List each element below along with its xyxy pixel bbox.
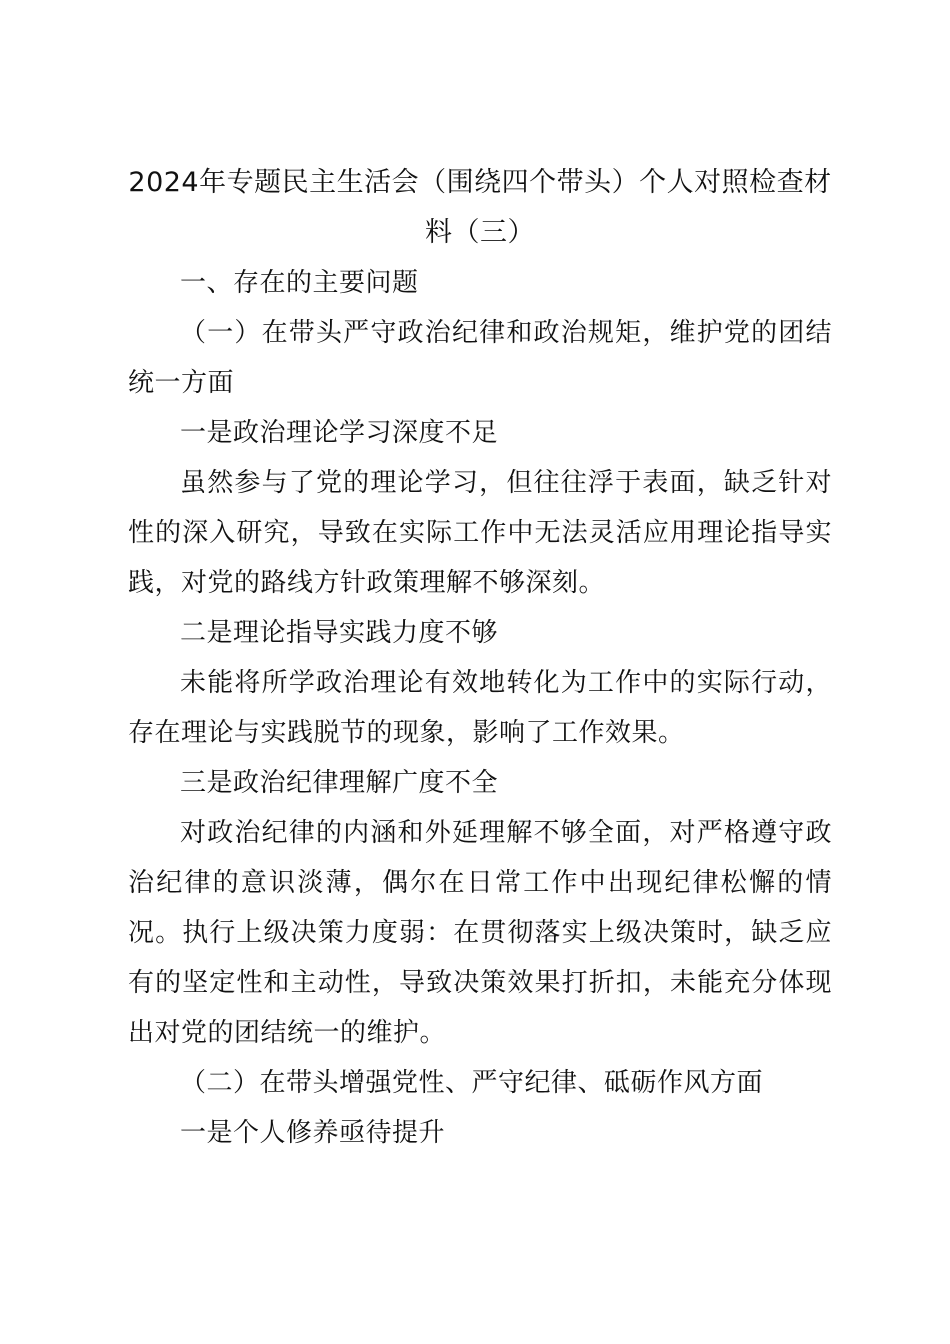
subsection-heading-2: （二）在带头增强党性、严守纪律、砥砺作风方面 xyxy=(180,1068,764,1098)
point-body-1: 虽然参与了党的理论学习，但往往浮于表面，缺乏针对性的深入研究，导致在实际工作中无法灵活应用理论指导实践，对党的路线方针政策理解不够深刻。 xyxy=(128,468,832,598)
point-heading-4: 一是个人修养亟待提升 xyxy=(180,1118,446,1148)
section-heading-problems: 一、存在的主要问题 xyxy=(180,268,419,298)
point-body-3: 对政治纪律的内涵和外延理解不够全面，对严格遵守政治纪律的意识淡薄，偶尔在日常工作中出现纪律松懈的情况。执行上级决策力度弱：在贯彻落实上级决策时，缺乏应有的坚定性和主动性，导致决策效果打折扣，未能充分体现出对党的团结统一的维护。 xyxy=(128,818,832,1048)
point-heading-3: 三是政治纪律理解广度不全 xyxy=(180,768,499,798)
point-heading-1: 一是政治理论学习深度不足 xyxy=(180,418,499,448)
point-heading-2: 二是理论指导实践力度不够 xyxy=(180,618,499,648)
point-body-2: 未能将所学政治理论有效地转化为工作中的实际行动，存在理论与实践脱节的现象，影响了工作效果。 xyxy=(128,668,832,748)
subsection-heading-1: （一）在带头严守政治纪律和政治规矩，维护党的团结统一方面 xyxy=(128,318,832,398)
document-page xyxy=(128,158,832,1158)
document-title: 2024年专题民主生活会（围绕四个带头）个人对照检查材料（三） xyxy=(128,167,832,248)
